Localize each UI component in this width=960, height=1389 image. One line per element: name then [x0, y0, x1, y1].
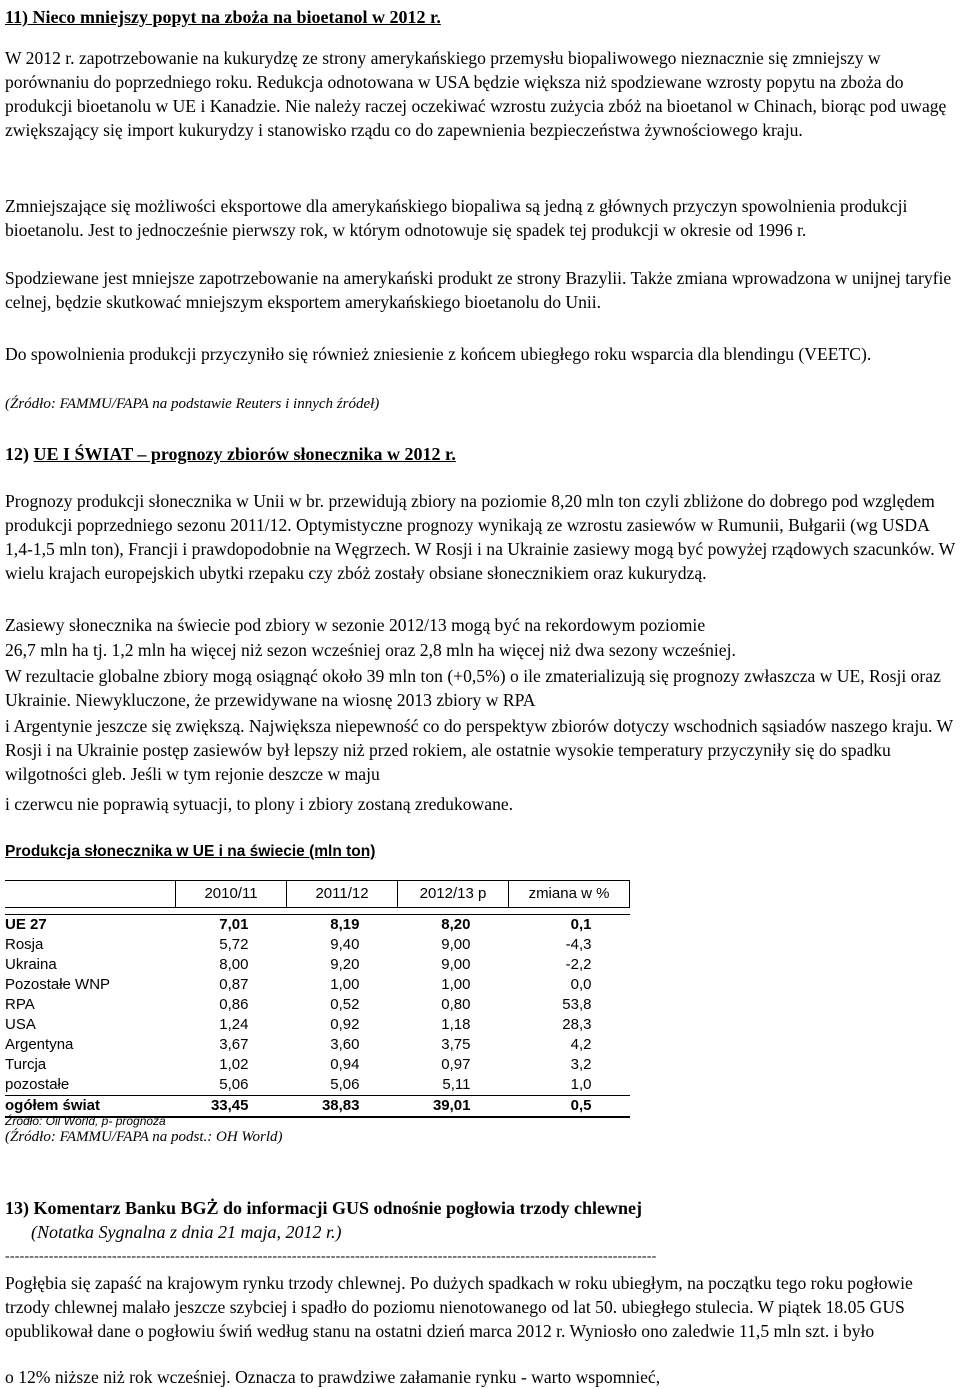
section-11-paragraph-1: W 2012 r. zapotrzebowanie na kukurydzę ze strony amerykańskiego przemysłu biopaliwowego nieznacznie się zmniejszy w porównaniu do poprzedniego roku. Redukcja odnotowana w USA będzie większa niż spodziewane wzrosty popytu na zboża do produkcji bioetanolu w UE i Kanadzie. Nie należy raczej oczekiwać wzrostu zużycia zbóż na bioetanol w Chinach, biorąc pod uwagę zwiększający się import kukurydzy i stanowisko rządu co do zapewnienia bezpieczeństwa żywnościowego kraju. [5, 48, 947, 140]
table-cell: 5,06 [287, 1075, 398, 1096]
table-cell: 4,2 [570, 1036, 592, 1053]
section-13-subheading: (Notatka Sygnalna z dnia 21 maja, 2012 r.) [31, 1222, 342, 1242]
table-cell: 3,75 [441, 1036, 471, 1053]
section-12-number: 12) [5, 444, 34, 464]
table-header-cell: 2010/11 [176, 881, 287, 908]
section-12-paragraph-1: Prognozy produkcji słonecznika w Unii w br. przewidują zbiory na poziomie 8,20 mln ton czyli zbliżone do dobrego pod względem produkcji poprzedniego sezonu 2011/12. Optymistyczne prognozy wynikają ze wzrostu zasiewów w Rumunii, Bułgarii (wg USDA 1,4-1,5 mln ton), Francji i prawdopodobnie na Węgrzech. W Rosji i na Ukrainie zasiewy mogą być powyżej rządowych szacunków. W wielu krajach europejskich ubytki rzepaku czy zbóż zostały obsiane słonecznikiem oraz kukurydzą. [5, 491, 955, 583]
table-cell: Ukraina [5, 956, 57, 973]
table-cell: Turcja [5, 1056, 47, 1073]
table-cell: 0,1 [509, 915, 630, 936]
table-source: (Źródło: FAMMU/FAPA na podst.: OH World) [5, 1129, 283, 1145]
table-cell: 0,5 [509, 1096, 630, 1118]
table-cell: 1,24 [219, 1016, 249, 1033]
table-cell: 9,20 [330, 956, 360, 973]
table-header-row [5, 881, 630, 908]
section-11-heading: 11) Nieco mniejszy popyt na zboża na bioetanol w 2012 r. [5, 7, 441, 27]
section-12-paragraph-3a: W rezultacie globalne zbiory mogą osiągnąć około 39 mln ton (+0,5%) o ile zmaterializują się prognozy zwłaszcza w UE, Rosji oraz Ukrainie. Niewykluczone, że przewidywane na wiosnę 2013 zbiory w RPA [5, 666, 941, 710]
table-header-cell [5, 881, 176, 908]
section-11-paragraph-4: Do spowolnienia produkcji przyczyniło się również zniesienie z końcem ubiegłego roku wsparcia dla blendingu (VEETC). [5, 344, 872, 364]
table-header-cell: zmiana w % [509, 881, 630, 908]
table-cell: 5,72 [219, 936, 249, 953]
section-12-paragraph-3b: i Argentynie jeszcze się zwiększą. Największa niepewność co do perspektyw zbiorów dotyczy wschodnich sąsiadów naszego kraju. W Rosji i na Ukrainie postęp zasiewów był lepszy niż przed rokiem, ale ostatnie wysokie temperatury przyczyniły się do spadku wilgotności gleb. Jeśli w tym rejonie deszcze w maju [5, 716, 953, 784]
table-cell: 5,06 [176, 1075, 287, 1096]
section-13-paragraph-1: Pogłębia się zapaść na krajowym rynku trzody chlewnej. Po dużych spadkach w roku ubiegłym, na początku tego roku pogłowie trzody chlewnej malało jeszcze szybciej i spadło do poziomu nienotowanego od lat 50. ubiegłego stulecia. W piątek 18.05 GUS opublikował dane o pogłowiu świń według stanu na ostatni dzień marca 2012 r. Wyniosło ono zaledwie 11,5 mln szt. i było [5, 1273, 913, 1341]
table-cell: 0,52 [330, 996, 360, 1013]
table-row [5, 915, 630, 936]
section-11-paragraph-2: Zmniejszające się możliwości eksportowe dla amerykańskiego biopaliwa są jedną z głównych przyczyn spowolnienia produkcji bioetanolu. Jest to jednocześnie pierwszy rok, w którym odnotowuje się spadek tej produkcji w okresie od 1996 r. [5, 196, 908, 240]
table-cell: 1,18 [441, 1016, 471, 1033]
table-cell: 3,2 [570, 1056, 592, 1073]
section-12-paragraph-2a: Zasiewy słonecznika na świecie pod zbiory w sezonie 2012/13 mogą być na rekordowym poziomie [5, 615, 706, 635]
section-13-paragraph-2: o 12% niższe niż rok wcześniej. Oznacza to prawdziwe załamanie rynku - warto wspomnieć, [5, 1367, 661, 1387]
table-cell: 38,83 [287, 1096, 398, 1118]
section-12-title: UE I ŚWIAT – prognozy zbiorów słonecznika w 2012 r. [33, 444, 456, 464]
section-13-heading: 13) Komentarz Banku BGŻ do informacji GUS odnośnie pogłowia trzody chlewnej [5, 1198, 643, 1218]
section-12-paragraph-2b: 26,7 mln ha tj. 1,2 mln ha więcej niż sezon wcześniej oraz 2,8 mln ha więcej niż dwa sezony wcześniej. [5, 640, 736, 660]
table-cell: 9,00 [441, 956, 471, 973]
table-cell: ogółem świat [5, 1096, 176, 1118]
table-cell: 1,00 [441, 976, 471, 993]
table-row [5, 995, 630, 1015]
table-cell: 8,20 [398, 915, 509, 936]
table-cell: 53,8 [562, 996, 592, 1013]
table-header-cell: 2012/13 p [398, 881, 509, 908]
table-row [5, 1035, 630, 1055]
section-12-paragraph-3c: i czerwcu nie poprawią sytuacji, to plony i zbiory zostaną zredukowane. [5, 794, 514, 814]
table-cell: 1,02 [219, 1056, 249, 1073]
table-cell: USA [5, 1016, 36, 1033]
table-cell: Argentyna [5, 1036, 74, 1053]
table-row [5, 1015, 630, 1035]
table-cell: RPA [5, 996, 35, 1013]
section-11-paragraph-3: Spodziewane jest mniejsze zapotrzebowanie na amerykański produkt ze strony Brazylii. Także zmiana wprowadzona w unijnej taryfie celnej, będzie skutkować mniejszym eksportem amerykańskiego bioetanolu do Unii. [5, 268, 952, 312]
table-cell: Rosja [5, 936, 44, 953]
table-cell: 28,3 [562, 1016, 592, 1033]
table-cell: 0,80 [441, 996, 471, 1013]
table-row [5, 1075, 630, 1096]
section-11-source: (Źródło: FAMMU/FAPA na podstawie Reuters i innych źródeł) [5, 396, 380, 412]
table-cell: 0,94 [330, 1056, 360, 1073]
table-row [5, 955, 630, 975]
table-cell: -2,2 [565, 956, 592, 973]
table-cell: 9,40 [330, 936, 360, 953]
table-cell: 5,11 [398, 1075, 509, 1096]
table-cell: 9,00 [441, 936, 471, 953]
table-row [5, 1055, 630, 1075]
table-cell: 0,0 [570, 976, 592, 993]
table-footnote: Źródło: Oil World, p- prognoza [5, 1114, 166, 1128]
table-cell: 8,00 [219, 956, 249, 973]
table-cell: 33,45 [176, 1096, 287, 1118]
table-cell: pozostałe [5, 1075, 176, 1096]
table-cell: -4,3 [565, 936, 592, 953]
sunflower-production-table [5, 880, 630, 1118]
table-cell: 3,67 [219, 1036, 249, 1053]
table-row [5, 975, 630, 995]
table-cell: 0,86 [219, 996, 249, 1013]
table-cell: 0,87 [219, 976, 249, 993]
table-cell: 7,01 [176, 915, 287, 936]
table-cell: 3,60 [330, 1036, 360, 1053]
table-cell: 1,00 [330, 976, 360, 993]
table-header-cell: 2011/12 [287, 881, 398, 908]
table-cell: 1,0 [509, 1075, 630, 1096]
table-cell: 39,01 [398, 1096, 509, 1118]
table-cell: 8,19 [287, 915, 398, 936]
table-title: Produkcja słonecznika w UE i na świecie (mln ton) [5, 843, 376, 860]
dashed-separator: -------------------------------------------------------------------------------------------------------------------------------------- [5, 1249, 657, 1264]
table-cell: 0,97 [441, 1056, 471, 1073]
table-cell: 0,92 [330, 1016, 360, 1033]
section-12-heading [5, 443, 456, 465]
table-row [5, 935, 630, 955]
table-cell: UE 27 [5, 915, 176, 936]
table-cell: Pozostałe WNP [5, 976, 111, 993]
